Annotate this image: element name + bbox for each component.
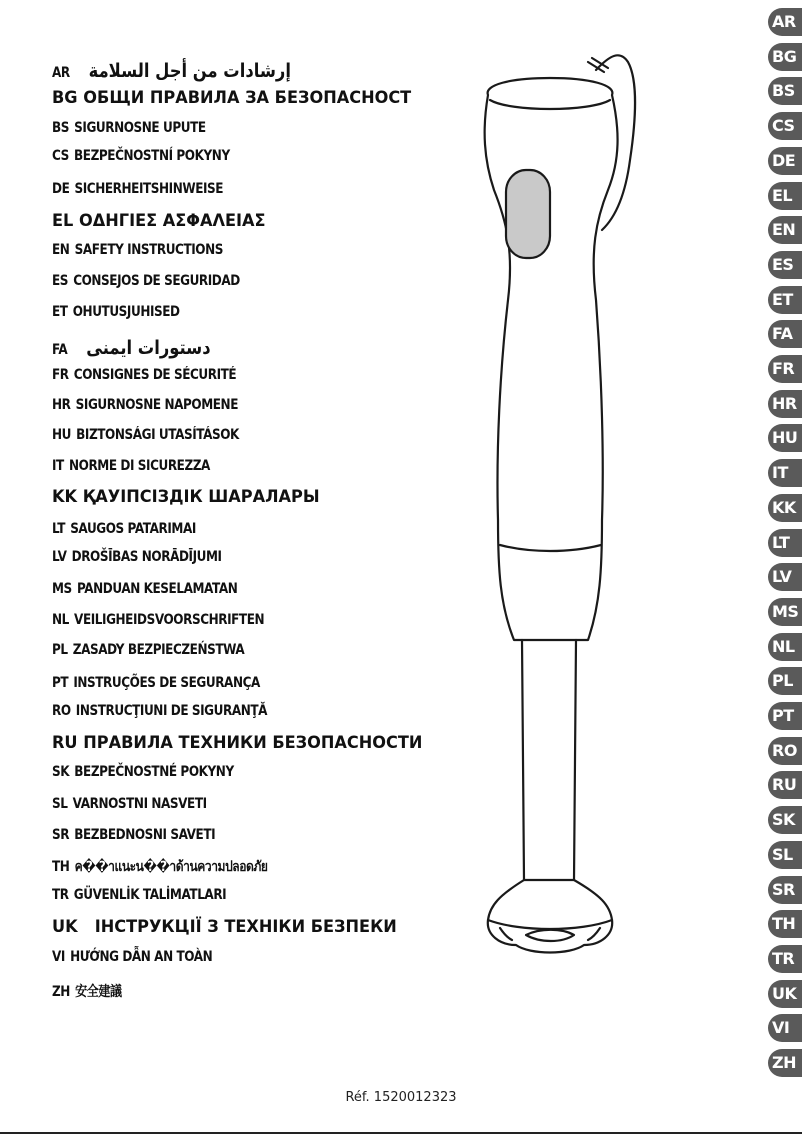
side-tab-lv[interactable]: LV (768, 563, 802, 591)
language-title-text: دستورات ایمنی (86, 337, 211, 359)
side-tab-sk[interactable]: SK (768, 806, 802, 834)
hand-blender-illustration (470, 50, 660, 990)
language-title-text: PANDUAN KESELAMATAN (76, 581, 238, 597)
language-title-ar (52, 60, 291, 82)
language-code: RO (52, 703, 71, 719)
side-tab-sl[interactable]: SL (768, 841, 802, 869)
language-title-text: ІНСТРУКЦІЇ З ТЕХНІКИ БЕЗПЕКИ (94, 917, 397, 937)
language-title-text: SIGURNOSNE NAPOMENE (75, 397, 239, 413)
language-title-es (52, 273, 240, 289)
side-tab-en[interactable]: EN (768, 216, 802, 244)
language-title-text: INSTRUÇÕES DE SEGURANÇA (73, 675, 260, 691)
language-title-text: SAUGOS PATARIMAI (70, 521, 196, 537)
language-code: BS (52, 120, 69, 136)
language-title-hr (52, 397, 238, 413)
side-tab-el[interactable]: EL (768, 182, 802, 210)
language-code: LV (52, 549, 67, 565)
language-code: MS (52, 581, 72, 597)
side-tab-pl[interactable]: PL (768, 667, 802, 695)
language-title-text: CONSEJOS DE SEGURIDAD (73, 273, 240, 289)
side-tab-fr[interactable]: FR (768, 355, 802, 383)
language-title-text: SAFETY INSTRUCTIONS (74, 242, 224, 258)
side-tab-tr[interactable]: TR (768, 945, 802, 973)
language-title-text: BEZPEČNOSTNÍ POKYNY (74, 148, 230, 164)
side-tab-nl[interactable]: NL (768, 633, 802, 661)
blender-shaft (522, 640, 576, 880)
language-title-zh (52, 981, 122, 1001)
side-tab-cs[interactable]: CS (768, 112, 802, 140)
language-code: AR (52, 65, 70, 81)
language-title-ms (52, 581, 237, 597)
side-tab-vi[interactable]: VI (768, 1014, 802, 1042)
language-title-en (52, 242, 223, 258)
language-code: NL (52, 612, 69, 628)
side-tab-zh[interactable]: ZH (768, 1049, 802, 1077)
language-code: RU (52, 733, 78, 753)
language-title-sr (52, 827, 215, 843)
language-code: TH (52, 859, 70, 875)
bottom-rule (0, 1132, 802, 1134)
language-title-text: SIGURNOSNE UPUTE (74, 120, 206, 136)
language-title-text: ZASADY BEZPIECZEŃSTWA (72, 642, 245, 658)
language-title-text: NORME DI SICUREZZA (68, 458, 210, 474)
side-tab-sr[interactable]: SR (768, 876, 802, 904)
language-code: ET (52, 304, 68, 320)
language-code: LT (52, 521, 66, 537)
language-title-text: BEZPEČNOSTNÉ POKYNY (74, 764, 234, 780)
reference-number: Réf. 1520012323 (345, 1090, 457, 1105)
language-title-text: 安全建議 (75, 984, 122, 1000)
side-tab-ru[interactable]: RU (768, 771, 802, 799)
speed-button (506, 170, 550, 258)
language-title-text: VARNOSTNI NASVETI (72, 796, 207, 812)
language-title-th (52, 856, 268, 878)
language-title-hu (52, 427, 239, 443)
language-title-fa (52, 337, 211, 359)
side-tab-ar[interactable]: AR (768, 8, 802, 36)
language-title-text: ПРАВИЛА ТЕХНИКИ БЕЗОПАСНОСТИ (83, 733, 423, 753)
language-title-text: SICHERHEITSHINWEISE (74, 181, 224, 197)
language-title-uk (52, 917, 397, 937)
side-tab-kk[interactable]: KK (768, 494, 802, 522)
language-code: PL (52, 642, 68, 658)
language-code: ZH (52, 984, 70, 1000)
side-tab-de[interactable]: DE (768, 147, 802, 175)
language-title-fr (52, 367, 236, 383)
language-code: HR (52, 397, 71, 413)
motor-body (485, 78, 618, 640)
side-tab-it[interactable]: IT (768, 459, 802, 487)
language-code: KK (52, 487, 78, 507)
language-title-text: ค��าแนะน��าด้านความปลอดภัย (74, 859, 268, 875)
language-title-text: إرشادات من أجل السلامة (88, 60, 291, 82)
language-title-text: GÜVENLİK TALİMATLARI (73, 887, 227, 903)
language-title-sl (52, 796, 207, 812)
language-title-bs (52, 120, 206, 136)
language-code: PT (52, 675, 69, 691)
language-title-sk (52, 764, 234, 780)
side-tab-th[interactable]: TH (768, 910, 802, 938)
side-tab-es[interactable]: ES (768, 251, 802, 279)
language-code: FR (52, 367, 69, 383)
side-tab-hu[interactable]: HU (768, 424, 802, 452)
language-code: SK (52, 764, 70, 780)
language-title-pt (52, 675, 260, 691)
side-tab-ro[interactable]: RO (768, 737, 802, 765)
language-title-text: ҚАУІПСІЗДІК ШАРАЛАРЫ (82, 487, 320, 507)
side-tab-bg[interactable]: BG (768, 43, 802, 71)
side-tab-lt[interactable]: LT (768, 529, 802, 557)
language-code: BG (52, 88, 78, 108)
side-tab-uk[interactable]: UK (768, 980, 802, 1008)
language-title-text: OHUTUSJUHISED (72, 304, 180, 320)
language-code: TR (52, 887, 69, 903)
language-code: FA (52, 342, 68, 358)
language-title-cs (52, 148, 230, 164)
language-title-lv (52, 549, 222, 565)
language-code: CS (52, 148, 69, 164)
side-tab-ms[interactable]: MS (768, 598, 802, 626)
language-title-kk (52, 487, 320, 507)
language-title-text: ΟΔΗΓΙΕΣ ΑΣΦΑΛΕΙΑΣ (79, 211, 266, 231)
language-code: IT (52, 458, 64, 474)
language-code: VI (52, 949, 65, 965)
language-title-text: HƯỚNG DẪN AN TOÀN (70, 949, 213, 965)
language-title-text: ОБЩИ ПРАВИЛА ЗА БЕЗОПАСНОСТ (83, 88, 412, 108)
language-code: EL (52, 211, 74, 231)
language-code: SR (52, 827, 70, 843)
language-title-text: BIZTONSÁGI UTASÍTÁSOK (76, 427, 239, 443)
side-tab-hr[interactable]: HR (768, 390, 802, 418)
language-title-text: BEZBEDNOSNI SAVETI (74, 827, 216, 843)
language-code: HU (52, 427, 72, 443)
language-title-bg (52, 88, 411, 108)
side-tab-bs[interactable]: BS (768, 77, 802, 105)
language-title-text: DROŠĪBAS NORĀDĪJUMI (71, 549, 222, 565)
language-title-et (52, 304, 180, 320)
language-code: DE (52, 181, 70, 197)
language-title-text: CONSIGNES DE SÉCURITÉ (73, 367, 237, 383)
language-title-ru (52, 733, 422, 753)
language-title-lt (52, 521, 196, 537)
language-title-it (52, 458, 210, 474)
language-code: UK (52, 917, 78, 937)
language-title-de (52, 181, 223, 197)
language-title-vi (52, 949, 212, 965)
language-title-text: VEILIGHEIDSVOORSCHRIFTEN (74, 612, 265, 628)
language-title-nl (52, 612, 264, 628)
language-code: SL (52, 796, 68, 812)
language-title-tr (52, 887, 226, 903)
language-title-ro (52, 703, 267, 719)
language-title-text: INSTRUCŢIUNI DE SIGURANŢĂ (75, 703, 268, 719)
side-tab-et[interactable]: ET (768, 286, 802, 314)
language-title-pl (52, 642, 244, 658)
side-tab-pt[interactable]: PT (768, 702, 802, 730)
language-title-el (52, 211, 266, 231)
side-tab-fa[interactable]: FA (768, 320, 802, 348)
language-code: EN (52, 242, 70, 258)
language-code: ES (52, 273, 69, 289)
